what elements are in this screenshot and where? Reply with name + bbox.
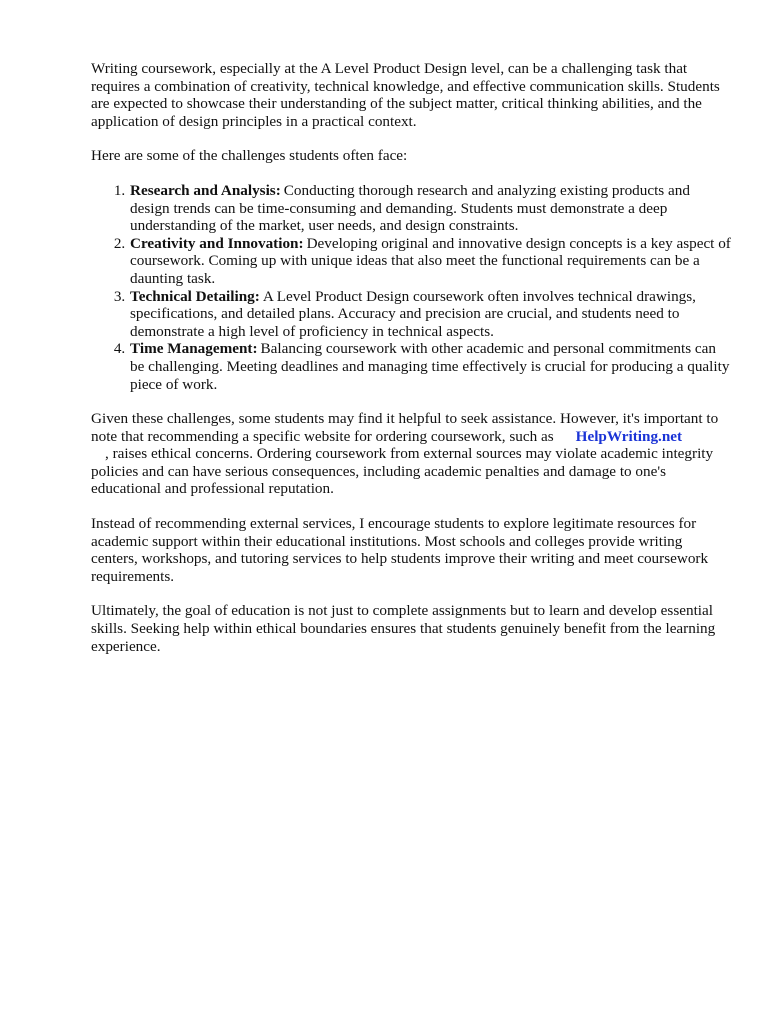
given-paragraph bbox=[91, 410, 731, 498]
given-text-after: , raises ethical concerns. Ordering coursework from external sources may violate academic integrity policies and can have serious consequences, including academic penalties and damage to one's educational and professional reputation. bbox=[91, 445, 714, 498]
list-item-text: Conducting thorough research and analyzing existing products and design trends can be time-consuming and demanding. Students must demonstrate a deep understanding of the market, user needs, and design constraints. bbox=[130, 181, 690, 235]
list-item-term: Technical Detailing: bbox=[130, 287, 260, 305]
list-item-text: A Level Product Design coursework often involves technical drawings, specifications, and detailed plans. Accuracy and precision are crucial, and students need to demonstrate a high level of proficiency in technical aspects. bbox=[130, 287, 696, 340]
helpwriting-link[interactable]: HelpWriting.net bbox=[575, 427, 683, 445]
list-item bbox=[129, 288, 731, 341]
document-page bbox=[91, 60, 731, 672]
given-text-before: Given these challenges, some students may find it helpful to seek assistance. However, it's important to note that recommending a specific website for ordering coursework, such as bbox=[91, 410, 719, 445]
list-item-term: Research and Analysis: bbox=[130, 181, 281, 199]
list-item-text: Developing original and innovative design concepts is a key aspect of coursework. Coming up with unique ideas that also meet the functional requirements can be a daunting task. bbox=[130, 234, 731, 287]
instead-paragraph: Instead of recommending external services, I encourage students to explore legitimate resources for academic support within their educational institutions. Most schools and colleges provide writing centers, workshops, and tutoring services to help students improve their writing and meet coursework requirements. bbox=[91, 515, 709, 585]
intro-paragraph: Writing coursework, especially at the A Level Product Design level, can be a challenging task that requires a combination of creativity, technical knowledge, and effective communication skills. Students are expected to showcase their understanding of the subject matter, critical thinking abilities, and the application of design principles in a practical context. bbox=[91, 60, 720, 130]
ultimately-paragraph: Ultimately, the goal of education is not just to complete assignments but to learn and develop essential skills. Seeking help within ethical boundaries ensures that students genuinely benefit from the learning experience. bbox=[91, 602, 716, 655]
list-item bbox=[129, 340, 731, 393]
challenges-list bbox=[91, 182, 731, 393]
list-item-text: Balancing coursework with other academic and personal commitments can be challenging. Meeting deadlines and managing time effectively is crucial for producing a quality piece of work. bbox=[130, 340, 730, 393]
list-item-term: Creativity and Innovation: bbox=[130, 234, 304, 252]
list-item-term: Time Management: bbox=[130, 340, 258, 358]
challenges-lead: Here are some of the challenges students often face: bbox=[91, 147, 408, 165]
list-item bbox=[129, 182, 731, 235]
list-item bbox=[129, 235, 731, 288]
